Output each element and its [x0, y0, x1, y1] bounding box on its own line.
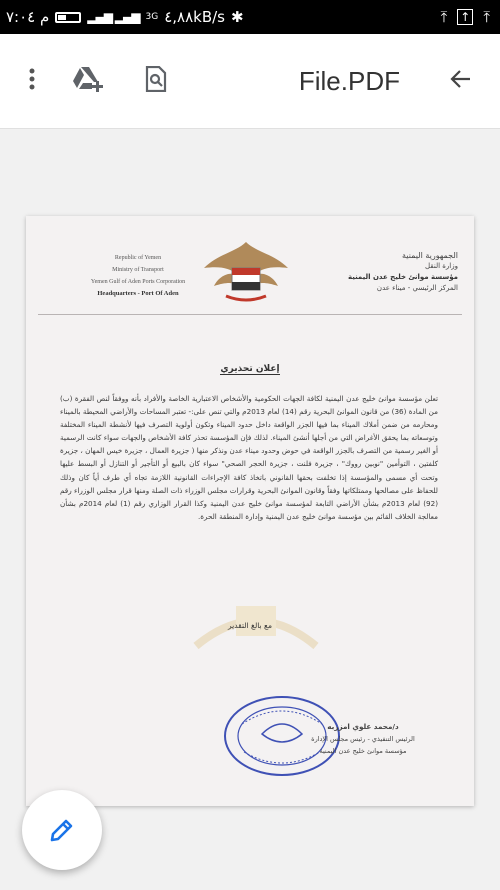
document-title: إعلان تحذيري [220, 364, 280, 374]
letterhead-ar-line: مؤسسة موانئ خليج عدن اليمنية [347, 273, 458, 281]
network-type: 3G [145, 12, 159, 22]
battery-icon [55, 12, 81, 23]
letterhead-english [78, 252, 198, 300]
back-button[interactable] [440, 59, 480, 99]
letterhead-en-line: Headquarters - Port Of Aden [97, 290, 179, 297]
more-vert-icon [29, 68, 35, 90]
edit-button[interactable] [22, 790, 102, 870]
letterhead-en-line: Republic of Yemen [114, 255, 162, 261]
letterhead-en-line: Yemen Gulf of Aden Ports Corporation [90, 279, 186, 285]
bluetooth-icon: ✱ [231, 8, 244, 26]
find-in-page-icon [145, 66, 167, 92]
find-in-page-button[interactable] [136, 59, 176, 99]
clock: م ۷:۰٤ [6, 8, 50, 26]
signatory-organization: مؤسسة موانئ خليج عدن اليمنية [319, 747, 407, 755]
document-body: تعلن مؤسسة موانئ خليج عدن اليمنية لكافة الجهات الحكومية والأشخاص الاعتبارية الخاصة والأفراد بأنه ووفقاً لنص الفقرة (ب) من المادة (36) من قانون الموانئ البحرية رقم (14) لعام 2013م والتي تنص على:- تعتبر المساحات والأراضي المحيطة بالميناء ومحارمه من ضمن أملاك الميناء بما فيها الجزر الواقعة داخل حدود الميناء وتكون أولوية التصرف فيها لأنشطة الميناء المختلفة وتوسعاته بما يحقق الأغراض التي من أجلها أنشئ الميناء. لذلك فإن المؤسسة تحذر كافة الأشخاص والجهات سواء كانت الرسمية أو الغير رسمية من التصرف بالجزر الواقعة في حوض وحدود ميناء عدن ونذكر منها ( جزيرة العمال ، جزيرة خيس المهان ، جزيرة كلفتين ، التوأمين "نوبين رووك" ، جزيرة فلنت ، جزيرة الحجر الصحي" سواء كان بالبيع أو التأجير أو التنازل أو البسط عليها وتحت أي مسمى والمؤسسة إذا تخلفت بحقها القانوني باتخاذ كافة الإجراءات القانونية اللازمة تجاه أي طرف أياً كان وذلك للحفاظ على مصالحها وممتلكاتها وفقاً وقانون الموانئ البحرية وقرارات مجلس الوزراء ذات الصلة ومنها قرار مجلس الوزراء رقم (92) لعام 2013م بشأن الأراضي التابعة لمؤسسة موانئ خليج عدن اليمنية وكذا القرار الوزاري رقم (1) لعام 2014م بشأن معالجة الخلاف القائم بين مؤسسة موانئ خليج عدن اليمنية وإدارة المنطقة الحرة. [60, 394, 439, 521]
toolbar [0, 34, 500, 129]
status-bar [0, 0, 500, 34]
upload-icon: ↑ [457, 9, 473, 25]
signal-icon: ▂▄▆ ▂▄▆ [87, 10, 140, 24]
closing-text: مع بالغ التقدير [227, 621, 272, 630]
signatory-name: د/محمد علوي امزربه [327, 722, 399, 731]
network-speed: ٤,٨٨kB/s [164, 8, 225, 26]
arrow-back-icon [449, 68, 471, 90]
edit-pencil-icon [49, 817, 75, 843]
add-to-drive-icon [72, 65, 104, 93]
pdf-page[interactable] [26, 216, 474, 806]
header-divider [38, 314, 462, 315]
signatory-title: الرئيس التنفيذي - رئيس مجلس الإدارة [311, 735, 415, 743]
letterhead-arabic [318, 250, 458, 294]
upload-icon: ⤒ [483, 8, 490, 26]
signature-block [308, 721, 418, 757]
letterhead-ar-line: الجمهورية اليمنية [401, 251, 458, 260]
yemen-emblem-icon [196, 238, 296, 308]
more-options-button[interactable] [12, 59, 52, 99]
letterhead-ar-line: وزارة النقل [424, 262, 458, 270]
add-to-drive-button[interactable] [68, 59, 108, 99]
letterhead-en-line: Ministry of Transport [112, 267, 164, 273]
file-title: File.PDF [298, 66, 400, 96]
letterhead-ar-line: المركز الرئيسي - ميناء عدن [376, 284, 458, 292]
upload-icon: ⤒ [440, 8, 448, 26]
